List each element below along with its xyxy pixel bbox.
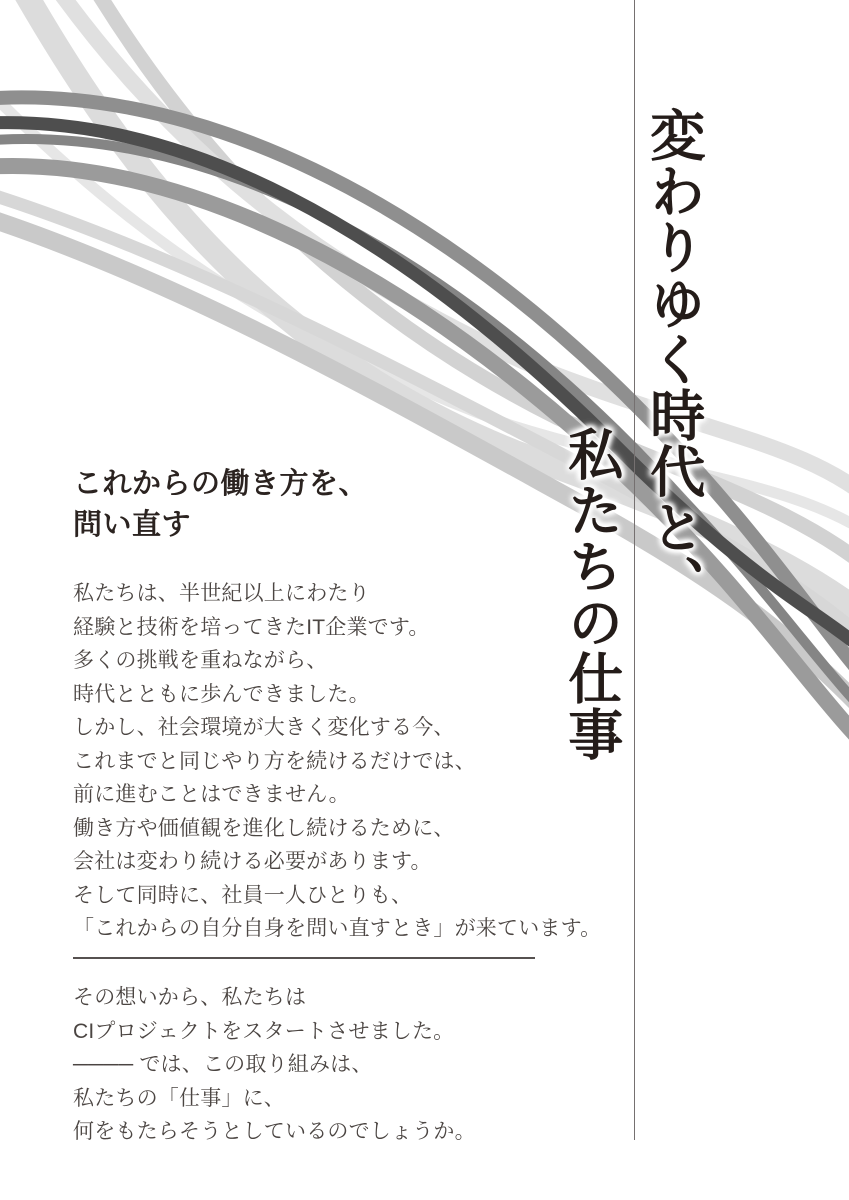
paragraph-line: 私たちは、半世紀以上にわたり bbox=[73, 582, 370, 605]
paragraph-line: その想いから、私たちは bbox=[73, 986, 307, 1009]
intro-paragraph bbox=[73, 577, 601, 946]
paragraph-line: そして同時に、社員一人ひとりも、 bbox=[73, 883, 413, 907]
paragraph-line: 前に進むことはできません。 bbox=[73, 783, 350, 806]
paragraph-line: CIプロジェクトをスタートさせました。 bbox=[73, 1019, 455, 1043]
paragraph-line: 時代とともに歩んできました。 bbox=[73, 682, 370, 706]
paragraph-line: 働き方や価値観を進化し続けるために、 bbox=[73, 816, 455, 840]
paragraph-line: 経験と技術を培ってきたIT企業です。 bbox=[73, 615, 430, 639]
section-heading-line1: これからの働き方を、 bbox=[73, 468, 369, 500]
section-divider bbox=[73, 957, 535, 959]
closing-paragraph bbox=[73, 981, 476, 1149]
paragraph-line: 私たちの「仕事」に、 bbox=[73, 1086, 285, 1110]
page-title-vertical-line1: 変わりゆく時代と、 bbox=[642, 107, 705, 611]
paragraph-line: 何をもたらそうとしているのでしょうか。 bbox=[73, 1120, 476, 1143]
paragraph-line: ──── では、この取り組みは、 bbox=[73, 1053, 373, 1076]
paragraph-line: 「これからの自分自身を問い直すとき」が来ています。 bbox=[73, 917, 602, 940]
paragraph-line: しかし、社会環境が大きく変化する今、 bbox=[73, 716, 455, 739]
vertical-rule bbox=[634, 0, 635, 1140]
paragraph-line: 会社は変わり続ける必要があります。 bbox=[73, 850, 432, 873]
paragraph-line: 多くの挑戦を重ねながら、 bbox=[73, 649, 328, 672]
section-heading-line2: 問い直す bbox=[73, 509, 192, 541]
page-title-vertical-line2: 私たちの仕事 bbox=[560, 426, 623, 762]
paragraph-line: これまでと同じやり方を続けるだけでは、 bbox=[73, 749, 476, 773]
section-heading bbox=[73, 464, 368, 546]
